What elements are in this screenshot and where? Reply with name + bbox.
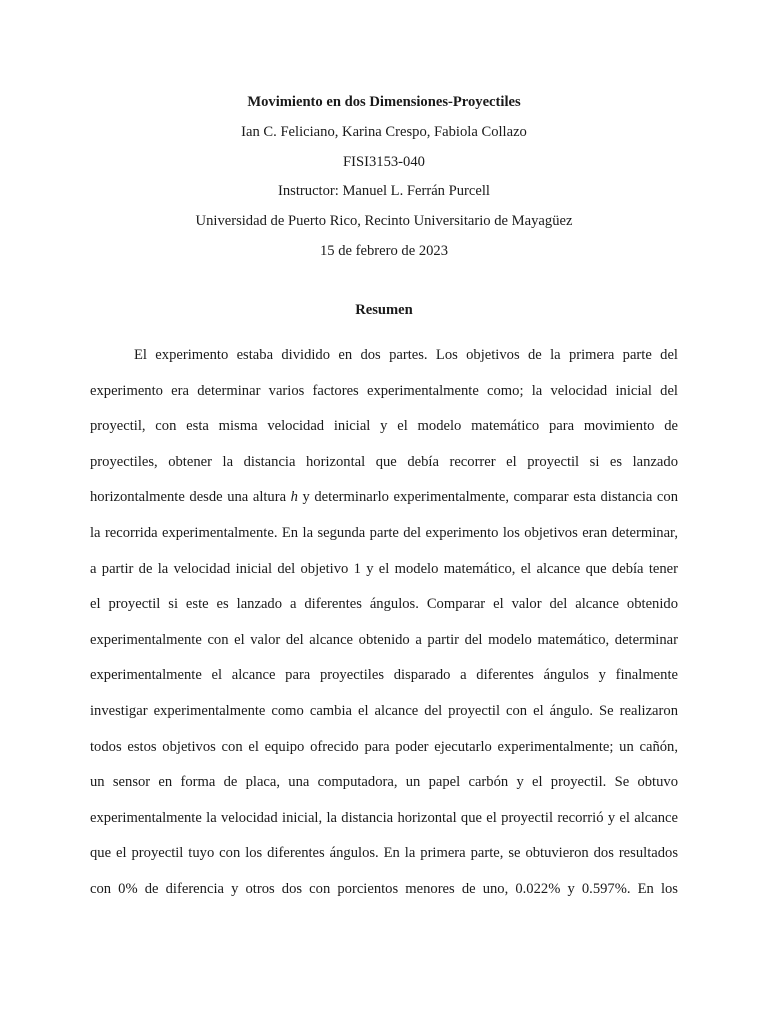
date: 15 de febrero de 2023: [319, 243, 449, 259]
paper-title: Movimiento en dos Dimensiones-Proyectiles: [247, 94, 521, 110]
abstract-heading: Resumen: [355, 302, 413, 318]
abstract-line: con 0% de diferencia y otros dos con porcientos menores de uno, 0.022% y 0.597%. En los: [90, 881, 678, 897]
abstract-line: investigar experimentalmente como cambia el alcance del proyectil con el ángulo. Se realizaron: [90, 703, 678, 719]
instructor: Instructor: Manuel L. Ferrán Purcell: [278, 183, 490, 199]
abstract-line: El experimento estaba dividido en dos partes. Los objetivos de la primera parte del: [134, 347, 678, 363]
abstract-line: experimentalmente la velocidad inicial, la distancia horizontal que el proyectil recorrió y el alcance: [90, 809, 678, 826]
abstract-line: a partir de la velocidad inicial del objetivo 1 y el modelo matemático, el alcance que debía tener: [90, 560, 678, 577]
abstract-line: el proyectil si este es lanzado a diferentes ángulos. Comparar el valor del alcance obtenido: [90, 596, 678, 613]
authors: Ian C. Feliciano, Karina Crespo, Fabiola Collazo: [241, 124, 527, 140]
course-code: FISI3153-040: [343, 154, 425, 170]
abstract-line: que el proyectil tuyo con los diferentes ángulos. En la primera parte, se obtuvieron dos resultados: [90, 845, 678, 862]
abstract-line: experimentalmente con el valor del alcance obtenido a partir del modelo matemático, determinar: [90, 631, 678, 648]
abstract-line: horizontalmente desde una altura h y determinarlo experimentalmente, comparar esta distancia con: [90, 489, 679, 506]
abstract-line: un sensor en forma de placa, una computadora, un papel carbón y el proyectil. Se obtuvo: [90, 774, 678, 791]
institution: Universidad de Puerto Rico, Recinto Universitario de Mayagüez: [195, 213, 573, 229]
abstract-line: experimento era determinar varios factores experimentalmente como; la velocidad inicial del: [90, 382, 678, 399]
abstract-line: la recorrida experimentalmente. En la segunda parte del experimento los objetivos eran determinar,: [90, 525, 678, 541]
abstract-line: proyectiles, obtener la distancia horizontal que debía recorrer el proyectil si es lanzado: [90, 453, 678, 470]
abstract-line: proyectil, con esta misma velocidad inicial y el modelo matemático para movimiento de: [90, 418, 678, 435]
abstract-line: todos estos objetivos con el equipo ofrecido para poder ejecutarlo experimentalmente; un cañón,: [90, 738, 678, 755]
abstract-line: experimentalmente el alcance para proyectiles disparado a diferentes ángulos y finalmente: [90, 667, 678, 684]
